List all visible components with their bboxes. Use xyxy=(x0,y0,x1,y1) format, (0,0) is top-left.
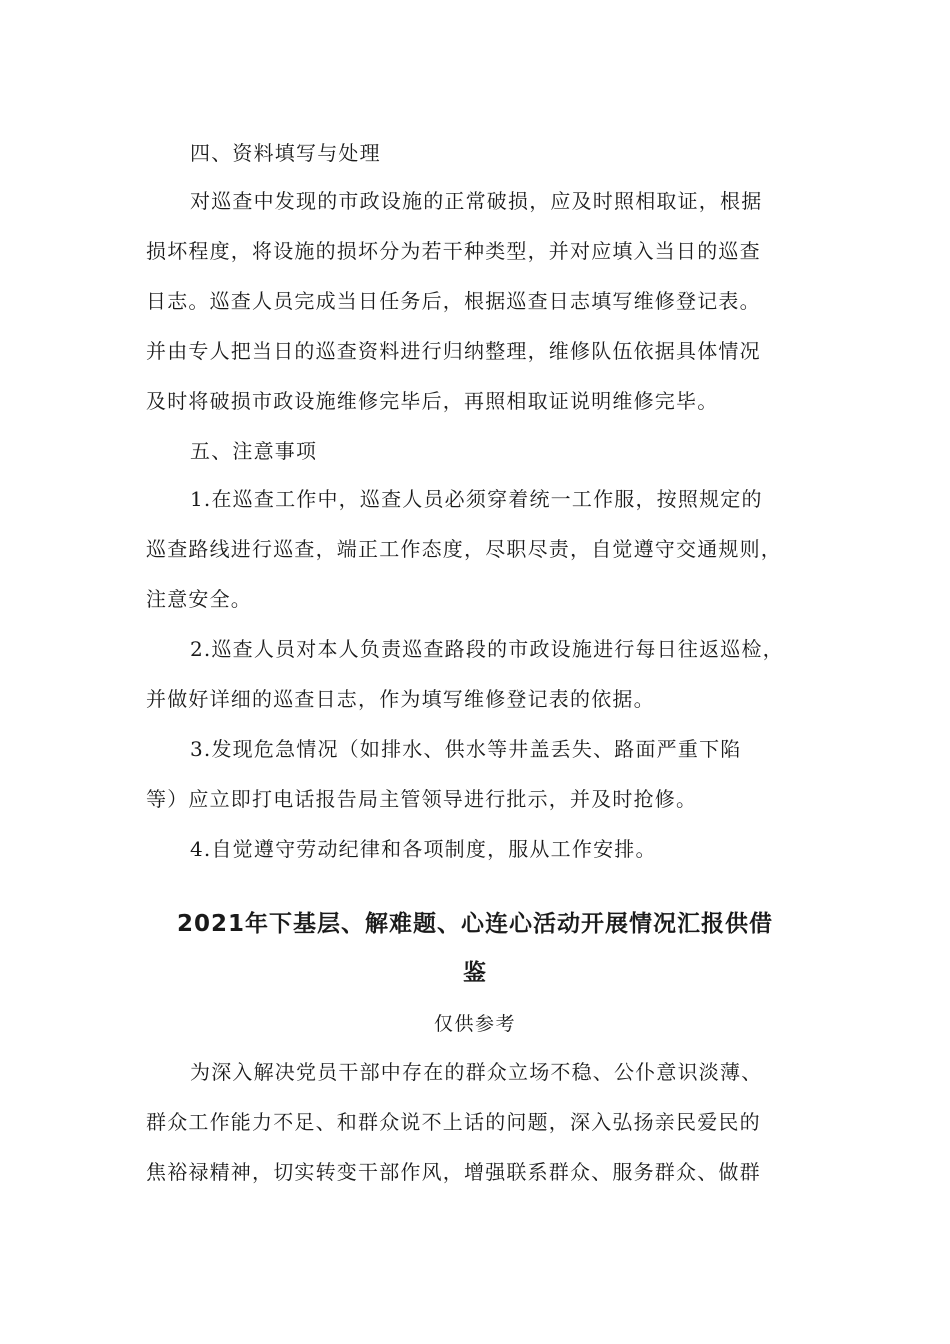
list-item-3-line: 3.发现危急情况（如排水、供水等井盖丢失、路面严重下陷 xyxy=(190,737,742,761)
list-item-2-line: 并做好详细的巡查日志，作为填写维修登记表的依据。 xyxy=(146,687,655,711)
paragraph-line: 损坏程度，将设施的损坏分为若干种类型，并对应填入当日的巡查 xyxy=(146,239,761,263)
paragraph-line: 焦裕禄精神，切实转变干部作风，增强联系群众、服务群众、做群 xyxy=(146,1160,761,1184)
article-title-line-1: 2021年下基层、解难题、心连心活动开展情况汇报供借 xyxy=(176,911,773,937)
article-title-line-2: 鉴 xyxy=(463,960,487,986)
paragraph-line: 并由专人把当日的巡查资料进行归纳整理，维修队伍依据具体情况 xyxy=(146,339,761,363)
paragraph-line: 群众工作能力不足、和群众说不上话的问题，深入弘扬亲民爱民的 xyxy=(146,1110,761,1134)
article-subtitle: 仅供参考 xyxy=(433,1013,516,1035)
paragraph-line: 为深入解决党员干部中存在的群众立场不稳、公仆意识淡薄、 xyxy=(190,1060,763,1084)
list-item-3-line: 等）应立即打电话报告局主管领导进行批示，并及时抢修。 xyxy=(146,787,698,811)
list-item-1-line: 1.在巡查工作中，巡查人员必须穿着统一工作服，按照规定的 xyxy=(190,487,763,511)
list-item-2-line: 2.巡查人员对本人负责巡查路段的市政设施进行每日往返巡检， xyxy=(190,637,784,661)
list-item-1-line: 注意安全。 xyxy=(146,587,252,611)
section-heading-5: 五、注意事项 xyxy=(190,439,318,463)
section-heading-4: 四、资料填写与处理 xyxy=(190,141,381,165)
paragraph-line: 日志。巡查人员完成当日任务后，根据巡查日志填写维修登记表。 xyxy=(146,289,761,313)
list-item-4-line: 4.自觉遵守劳动纪律和各项制度，服从工作安排。 xyxy=(190,837,657,861)
list-item-1-line: 巡查路线进行巡查，端正工作态度，尽职尽责，自觉遵守交通规则， xyxy=(146,537,782,561)
paragraph-line: 对巡查中发现的市政设施的正常破损，应及时照相取证，根据 xyxy=(190,189,763,213)
paragraph-line: 及时将破损市政设施维修完毕后，再照相取证说明维修完毕。 xyxy=(146,389,719,413)
